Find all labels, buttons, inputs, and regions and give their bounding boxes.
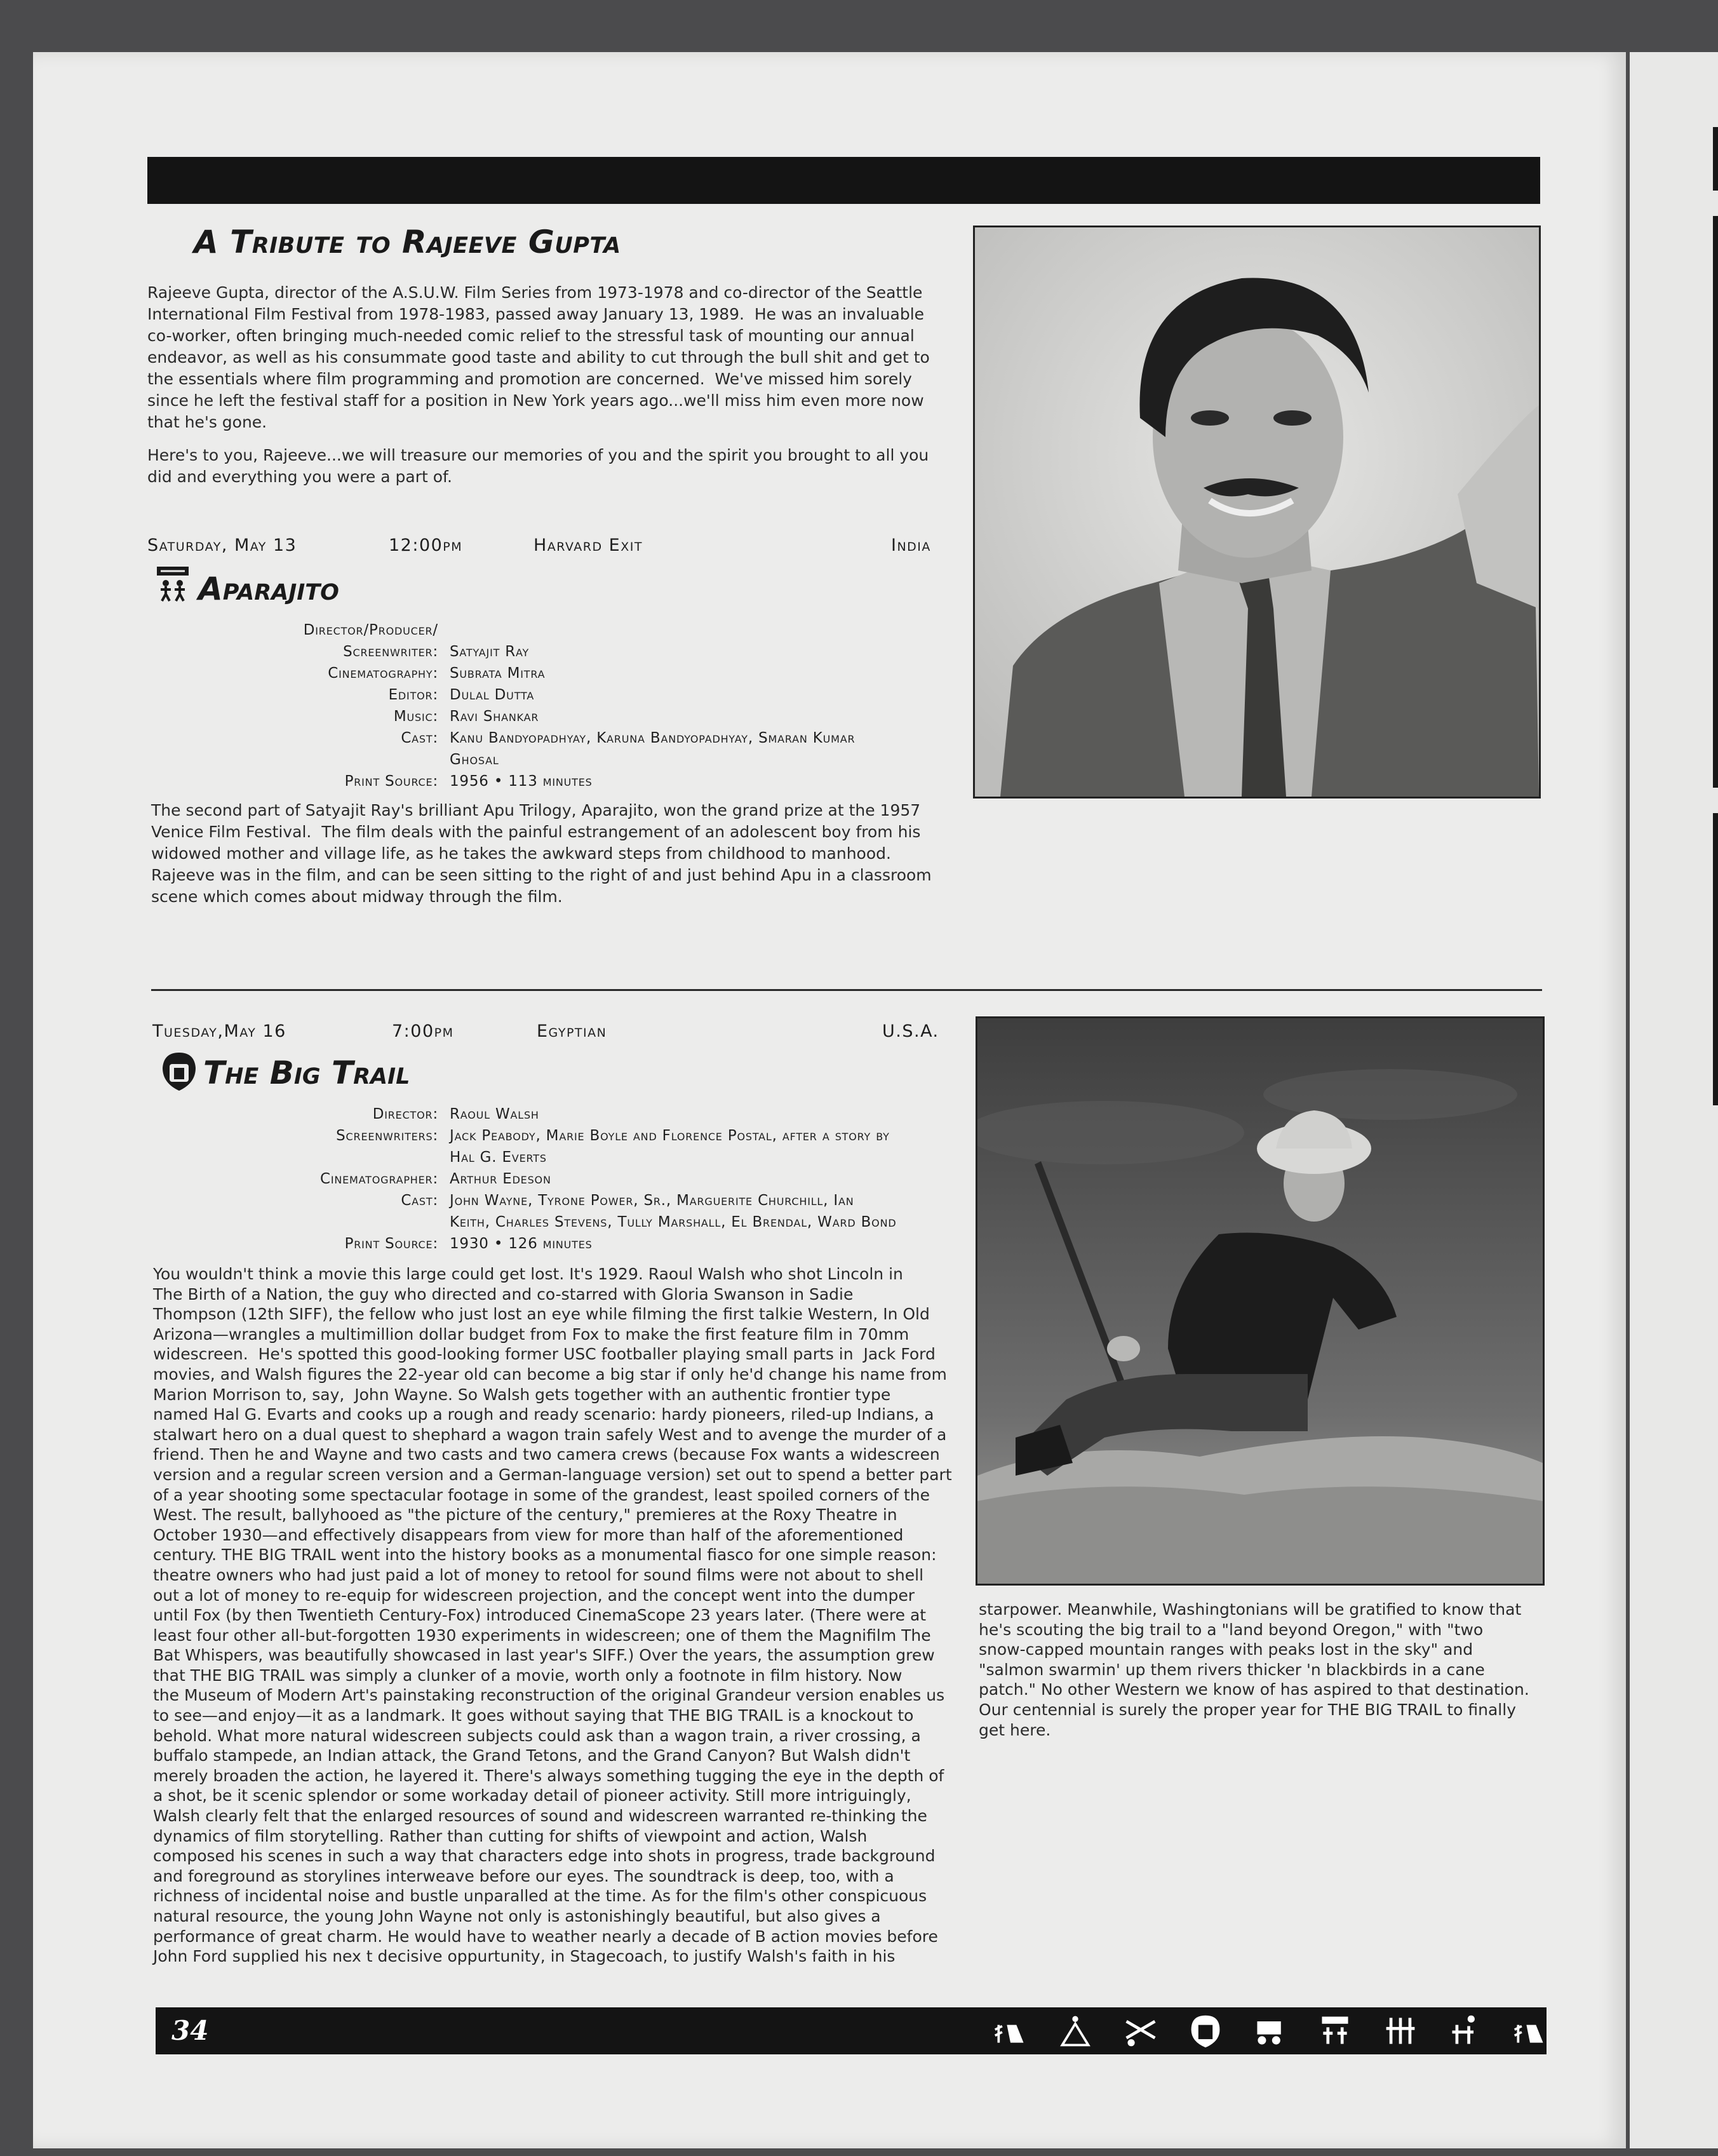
credit-value: Dulal Dutta: [450, 687, 535, 703]
credit-label: Screenwriter:: [343, 643, 438, 660]
credit-value: Satyajit Ray: [450, 643, 530, 660]
credit-value: 1930 • 126 minutes: [450, 1236, 593, 1252]
text-line: least four other all-but-forgotten 1930 experiments in widescreen; one of them the Magnifilm The: [153, 1626, 931, 1645]
section-divider: [151, 989, 1542, 991]
people-sign-icon: [156, 565, 194, 606]
credit-value: John Wayne, Tyrone Power, Sr., Marguerite Churchill, Ian: [450, 1192, 854, 1209]
credit-row: [159, 641, 959, 663]
text-line: behold. What more natural widescreen subjects could ask than a wagon train, a river crossing, a: [153, 1726, 921, 1745]
text-line: Bat Whispers, was beautifully showcased in last year's SIFF.) Over the years, the assumption grew: [153, 1646, 935, 1665]
text-line: and foreground as storylines interweave before our eyes. The soundtrack is deep, too, with a: [153, 1866, 894, 1885]
text-line: performance of great charm. He would have to weather nearly a decade of B action movies before: [153, 1927, 938, 1946]
header-bar: [147, 157, 1540, 204]
text-line: October 1930—and effectively disappears from view for more than half of the aforementioned: [153, 1525, 904, 1544]
text-line: Rajeeve Gupta, director of the A.S.U.W. Film Series from 1973-1978 and co-director of the Seattle: [147, 283, 923, 302]
plant-bird-icon: [1510, 2013, 1550, 2049]
text-line: theatre owners who had just paid a lot of money to retool for sound films were not about to shell: [153, 1565, 924, 1584]
text-line: "salmon swarmin' up them rivers thicker 'n blackbirds in a cane: [979, 1660, 1485, 1679]
text-line: he's scouting the big trail to a "land beyond Oregon," with "two: [979, 1620, 1484, 1639]
screening-date: Saturday, May 13: [147, 536, 297, 555]
text-line: Here's to you, Rajeeve...we will treasure our memories of you and the spirit you brought to all you: [147, 446, 929, 464]
credit-value: 1956 • 113 minutes: [450, 773, 593, 790]
text-line: John Ford supplied his nex t decisive oppurtunity, in Stagecoach, to justify Walsh's faith in his: [153, 1947, 896, 1966]
credit-label: Cast:: [401, 1192, 438, 1209]
text-line: since he left the festival staff for a position in New York years ago...we'll miss him even more now: [147, 391, 924, 410]
tribute-paragraph: [147, 282, 930, 433]
credit-label: Director:: [372, 1106, 438, 1122]
text-line: stalwart hero on a dual quest to shephard a wagon train safely West and to avenge the murder of a: [153, 1425, 947, 1444]
text-line: widescreen. He's spotted this good-looking former USC footballer playing small parts in Jack Ford: [153, 1345, 936, 1364]
text-line: snow-capped mountain ranges with peaks lost in the sky" and: [979, 1640, 1473, 1659]
text-line: richness of incidental noise and bustle unparalled at the time. As for the film's other conspicuous: [153, 1887, 927, 1906]
facing-page-bar: [1713, 127, 1718, 191]
tribute-paragraph: [147, 445, 929, 488]
credit-row: [159, 1233, 984, 1255]
text-line: The Birth of a Nation, the guy who directed and co-starred with Gloria Swanson in Sadie: [153, 1284, 854, 1304]
text-line: the essentials where film programming and promotion are concerned. We've missed him sorely: [147, 370, 912, 388]
credit-value: Subrata Mitra: [450, 665, 546, 682]
text-line: a shot, be it scenic splendor or some workaday detail of pioneer activity. Still more intriguingly,: [153, 1786, 911, 1805]
credit-value: Ravi Shankar: [450, 708, 539, 725]
credit-row: [159, 684, 959, 706]
credit-label: Director/Producer/: [303, 622, 438, 638]
text-line: get here.: [979, 1720, 1051, 1739]
screening-date: Tuesday,May 16: [152, 1021, 286, 1041]
text-line: of a year shooting some spectacular footage in some of the grandest, least spoiled corners of the: [153, 1485, 930, 1504]
tent-icon: [1056, 2013, 1095, 2049]
credit-row: [159, 749, 959, 771]
text-line: version and a regular screen version and a German-language version) set out to spend a better part: [153, 1465, 952, 1484]
text-line: to see—and enjoy—it as a landmark. It goes without saying that THE BIG TRAIL is a knockout to: [153, 1706, 914, 1725]
text-line: starpower. Meanwhile, Washingtonians will be gratified to know that: [979, 1600, 1522, 1619]
text-line: Marion Morrison to, say, John Wayne. So Walsh gets together with an authentic frontier type: [153, 1385, 891, 1404]
screening-time: 12:00pm: [389, 536, 463, 555]
text-line: the Museum of Modern Art's painstaking reconstruction of the original Grandeur version enables us: [153, 1686, 945, 1705]
tribute-title: A Tribute to Rajeeve Gupta: [194, 224, 621, 260]
text-line: out a lot of money to re-equip for widescreen projection, and the concept went into the dumper: [153, 1586, 915, 1605]
text-line: century. THE BIG TRAIL went into the history books as a monumental fiasco for one simple reason:: [153, 1546, 937, 1565]
text-line: natural resource, the young John Wayne not only is astonishingly beautiful, but also gives a: [153, 1907, 881, 1925]
text-line: Rajeeve was in the film, and can be seen sitting to the right of and just behind Apu in a classroom: [151, 866, 932, 884]
film-credits: [159, 619, 959, 792]
text-line: movies, and Walsh figures the 22-year old can become a big star if only he'd change his name from: [153, 1364, 947, 1384]
credit-label: Editor:: [388, 687, 438, 703]
screening-time: 7:00pm: [392, 1021, 454, 1041]
dancers-icon: [1381, 2013, 1420, 2049]
credit-row: [159, 1211, 984, 1233]
wagon-icon: [1251, 2013, 1290, 2049]
text-line: did and everything you were a part of.: [147, 468, 452, 486]
portrait-photo: [973, 226, 1541, 798]
credit-label: [159, 1147, 450, 1168]
credit-label: [159, 749, 450, 771]
plant-bird-icon: [991, 2013, 1030, 2049]
facing-page-bar: [1713, 216, 1718, 788]
text-line: Arizona—wrangles a multimillion dollar budget from Fox to make the first feature film in 70mm: [153, 1324, 909, 1344]
credit-value: Ghosal: [450, 751, 499, 768]
credit-label: Music:: [393, 708, 438, 725]
credit-value: Arthur Edeson: [450, 1171, 551, 1187]
text-line: West. The result, ballyhooed as "the picture of the century," premieres at the Roxy Theatre in: [153, 1506, 897, 1525]
screening-country: India: [891, 536, 931, 555]
footer-icon-row: [991, 2011, 1550, 2051]
text-line: friend. Then he and Wayne and two casts and two camera crews (because Fox wants a widescreen: [153, 1445, 940, 1464]
text-line: endeavor, as well as his consummate good taste and ability to cut through the bull shit and get to: [147, 348, 930, 367]
credit-label: Cinematographer:: [320, 1171, 438, 1187]
page-number: 34: [171, 2015, 209, 2046]
mask-icon: [160, 1051, 198, 1095]
credit-row: [159, 1168, 984, 1190]
text-line: until Fox (by then Twentieth Century-Fox) introduced CinemaScope 23 years later. (There were at: [153, 1606, 927, 1625]
screening-country: U.S.A.: [882, 1021, 939, 1041]
credit-value: [450, 619, 959, 641]
film-description-continued: [979, 1600, 1529, 1740]
credit-value: Kanu Bandyopadhyay, Karuna Bandyopadhyay, Smaran Kumar: [450, 730, 856, 746]
credit-row: [159, 727, 959, 749]
credit-label: Cinematography:: [328, 665, 438, 682]
credit-row: [159, 771, 959, 792]
text-line: International Film Festival from 1978-1983, passed away January 13, 1989. He was an invaluable: [147, 305, 925, 323]
text-line: You wouldn't think a movie this large could get lost. It's 1929. Raoul Walsh who shot Lincoln in: [153, 1265, 903, 1283]
film-description: [151, 800, 932, 908]
credit-value: Raoul Walsh: [450, 1106, 539, 1122]
facing-page-bar: [1713, 813, 1718, 1105]
credit-row: [159, 1125, 984, 1147]
film-title: The Big Trail: [203, 1054, 410, 1091]
credit-label: Print Source:: [344, 773, 438, 790]
text-line: that THE BIG TRAIL was simply a clunker of a movie, worth only a footnote in film history. Now: [153, 1666, 903, 1685]
text-line: patch." No other Western we know of has aspired to that destination.: [979, 1680, 1529, 1699]
credit-row: [159, 1190, 984, 1211]
film-credits: [159, 1103, 984, 1255]
credit-label: Print Source:: [344, 1236, 438, 1252]
credit-label: [159, 1211, 450, 1233]
text-line: Walsh clearly felt that the enlarged resources of sound and widescreen warranted re-thinking the: [153, 1807, 927, 1826]
text-line: named Hal G. Evarts and cooks up a rough and ready scenario: hardy pioneers, riled-up Indians, a: [153, 1405, 934, 1424]
facing-page-edge: [1630, 52, 1718, 2148]
credit-row: [159, 1103, 984, 1125]
credit-value: Jack Peabody, Marie Boyle and Florence Postal, after a story by: [450, 1128, 890, 1144]
credit-row: [159, 1147, 984, 1168]
scissors-icon: [1121, 2013, 1160, 2049]
film-still-photo: [976, 1016, 1545, 1586]
text-line: co-worker, often bringing much-needed comic relief to the stressful task of mounting our annual: [147, 327, 915, 345]
people-sign-icon: [1315, 2013, 1355, 2049]
film-description: [153, 1264, 952, 1967]
text-line: The second part of Satyajit Ray's brilliant Apu Trilogy, Aparajito, won the grand prize at the 1957: [151, 801, 921, 819]
text-line: Thompson (12th SIFF), the fellow who just lost an eye while filming the first talkie Western, In Old: [153, 1305, 930, 1324]
mask-icon: [1186, 2013, 1225, 2049]
screening-venue: Harvard Exit: [534, 536, 643, 555]
text-line: that he's gone.: [147, 413, 267, 431]
credit-label: Screenwriters:: [336, 1128, 438, 1144]
credit-row: [159, 706, 959, 727]
credit-row: [159, 619, 959, 641]
text-line: merely broaden the action, he layered it. There's always something tugging the eye in the depth of: [153, 1766, 944, 1785]
text-line: Venice Film Festival. The film deals with the painful estrangement of an adolescent boy from his: [151, 823, 921, 841]
text-line: buffalo stampede, an Indian attack, the Grand Tetons, and the Grand Canyon? But Walsh didn't: [153, 1746, 911, 1765]
credit-label: Cast:: [401, 730, 438, 746]
screening-venue: Egyptian: [537, 1021, 607, 1041]
people-globe-icon: [1446, 2013, 1485, 2049]
text-line: composed his scenes in such a way that characters edge into shots in progress, trade background: [153, 1847, 936, 1866]
text-line: Our centennial is surely the proper year for THE BIG TRAIL to finally: [979, 1700, 1516, 1719]
text-line: widowed mother and village life, as he takes the awkward steps from childhood to manhood.: [151, 844, 891, 863]
credit-value: Hal G. Everts: [450, 1149, 547, 1166]
text-line: scene which comes about midway through the film.: [151, 887, 563, 906]
film-title: Aparajito: [198, 570, 339, 607]
text-line: dynamics of film storytelling. Rather than cutting for shifts of viewpoint and action, Walsh: [153, 1826, 868, 1845]
credit-row: [159, 663, 959, 684]
credit-value: Keith, Charles Stevens, Tully Marshall, El Brendal, Ward Bond: [450, 1214, 897, 1230]
